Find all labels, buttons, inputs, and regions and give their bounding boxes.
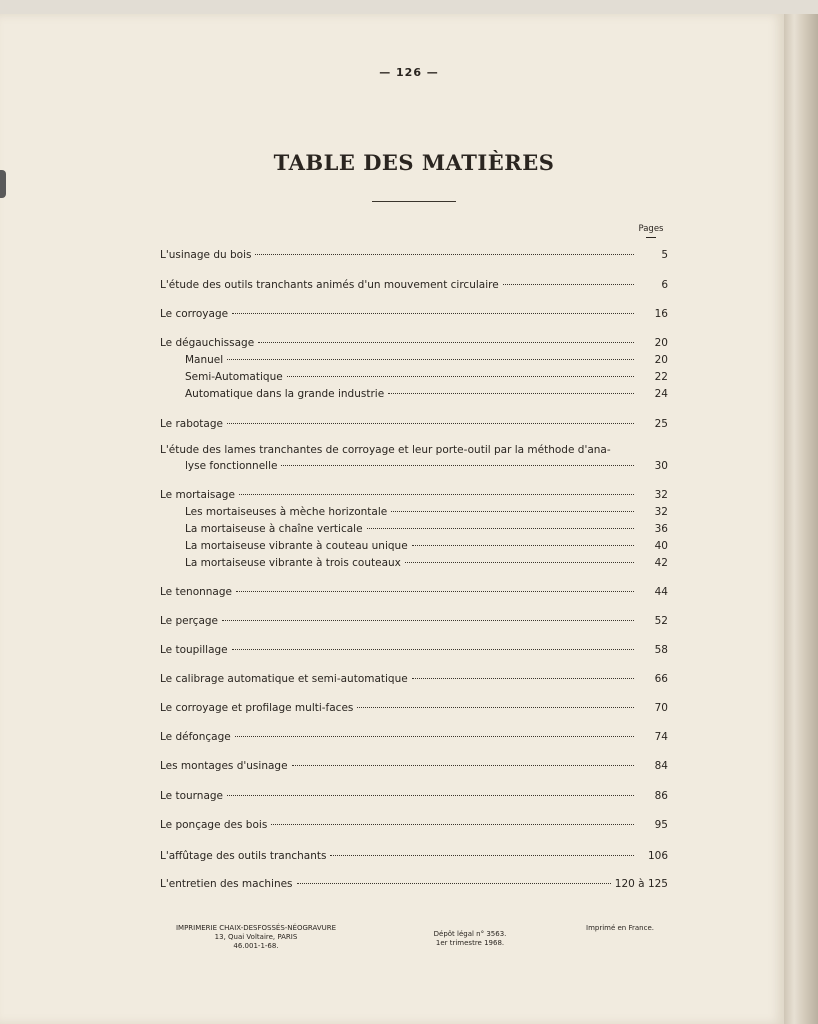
toc-entry-page: 66 (654, 673, 668, 685)
scan-top-band (0, 0, 818, 14)
toc-entry-label: Le mortaisage (160, 489, 235, 501)
leader-dots (281, 453, 634, 466)
toc-entry (160, 727, 668, 743)
legal-deposit-date: 1er trimestre 1968. (435, 939, 505, 947)
leader-dots (222, 608, 634, 621)
toc-entry-page: 84 (654, 760, 668, 772)
toc-entry (160, 815, 668, 831)
toc-entry-page: 86 (654, 790, 668, 802)
leader-dots (388, 381, 634, 394)
toc-entry-label: La mortaiseuse vibrante à trois couteaux (185, 557, 401, 569)
toc-entry (160, 245, 668, 261)
toc-entry-page: 44 (654, 586, 668, 598)
leader-dots (405, 550, 634, 563)
toc-entry-page: 20 (654, 337, 668, 349)
toc-entry-page: 16 (654, 308, 668, 320)
toc-entry-label: L'étude des outils tranchants animés d'un mouvement circulaire (160, 279, 499, 291)
toc-entry-label: La mortaiseuse à chaîne verticale (185, 523, 363, 535)
toc-entry-label: Le tournage (160, 790, 224, 802)
toc-entry-label: Manuel (185, 354, 224, 366)
page-number: — 126 — (379, 66, 439, 79)
toc-entry-page: 32 (654, 506, 668, 518)
leader-dots (227, 411, 634, 424)
toc-entry-label: Automatique dans la grande industrie (185, 388, 385, 400)
toc-entry-label: L'entretien des machines (160, 878, 293, 890)
toc-entry-page: 24 (654, 388, 668, 400)
printer-imprint (150, 924, 362, 951)
toc-entry-page: 40 (654, 540, 668, 552)
toc-entry (160, 640, 668, 656)
toc-entry (160, 756, 668, 772)
leader-dots (412, 533, 634, 546)
legal-deposit (400, 930, 540, 948)
toc-entry-label: L'usinage du bois (160, 249, 252, 261)
toc-entry-label: Semi-Automatique (185, 371, 283, 383)
toc-entry (160, 874, 668, 890)
leader-dots (297, 871, 611, 884)
toc-entry-page: 106 (647, 850, 668, 862)
toc-subentry (185, 553, 668, 569)
toc-entry-label: Le toupillage (160, 644, 228, 656)
printer-name: IMPRIMERIE CHAIX-DESFOSSÉS-NÉOGRAVURE (175, 924, 337, 932)
toc-entry (160, 669, 668, 685)
toc-entry-page: 58 (654, 644, 668, 656)
toc-entry-page: 5 (661, 249, 668, 261)
leader-dots (258, 330, 634, 343)
toc-entry-label: Le ponçage des bois (160, 819, 268, 831)
leader-dots (412, 666, 634, 679)
leader-dots (227, 347, 634, 360)
leader-dots (232, 637, 634, 650)
toc-entry-page: 22 (654, 371, 668, 383)
leader-dots (236, 579, 634, 592)
pages-header-label: Pages (638, 224, 664, 234)
toc-entry-page: 95 (654, 819, 668, 831)
toc-entry-label: Le corroyage et profilage multi-faces (160, 702, 354, 714)
toc-entry (160, 698, 668, 714)
leader-dots (232, 301, 634, 314)
toc-entry-page: 42 (654, 557, 668, 569)
toc-entry-label: Le calibrage automatique et semi-automatique (160, 673, 408, 685)
toc-entry-label: La mortaiseuse vibrante à couteau unique (185, 540, 408, 552)
printer-reference: 46.001-1-68. (233, 942, 279, 950)
toc-subentry (185, 384, 668, 400)
leader-dots (271, 812, 634, 825)
toc-entry-page: 36 (654, 523, 668, 535)
leader-dots (357, 695, 634, 708)
toc-entry-label: Le dégauchissage (160, 337, 255, 349)
toc-entry-page: 120 à 125 (614, 878, 668, 890)
legal-deposit-number: Dépôt légal n° 3563. (433, 930, 507, 938)
toc-entry-page: 30 (654, 460, 668, 472)
leader-dots (255, 242, 634, 255)
toc-entry-label: Les mortaiseuses à mèche horizontale (185, 506, 388, 518)
toc-entry-page: 52 (654, 615, 668, 627)
leader-dots (330, 843, 634, 856)
page-title: TABLE DES MATIÈRES (273, 150, 555, 175)
toc-entry (160, 275, 668, 291)
leader-dots (292, 753, 634, 766)
toc-entry-page: 74 (654, 731, 668, 743)
title-rule (372, 201, 456, 202)
toc-entry-page: 70 (654, 702, 668, 714)
pages-header-dash (646, 237, 656, 238)
leader-dots (239, 482, 634, 495)
printer-address: 13, Quai Voltaire, PARIS (214, 933, 298, 941)
toc-entry-label: L'affûtage des outils tranchants (160, 850, 327, 862)
leader-dots (367, 516, 634, 529)
toc-entry-page: 20 (654, 354, 668, 366)
toc-entry-label: Les montages d'usinage (160, 760, 288, 772)
printed-in: Imprimé en France. (586, 924, 654, 932)
toc-entry (160, 414, 668, 430)
toc-entry-label: Le rabotage (160, 418, 223, 430)
toc-entry (160, 846, 668, 862)
toc-entry (160, 304, 668, 320)
toc-entry-page: 25 (654, 418, 668, 430)
leader-dots (235, 724, 634, 737)
leader-dots (391, 499, 634, 512)
leader-dots (503, 272, 634, 285)
toc-entry-continued-line: L'étude des lames tranchantes de corroyage et leur porte-outil par la méthode d'ana- (160, 444, 611, 456)
toc-entry-label: Le corroyage (160, 308, 229, 320)
toc-entry (160, 611, 668, 627)
toc-entry-label: Le défonçage (160, 731, 231, 743)
leader-dots (287, 364, 634, 377)
toc-entry-label: lyse fonctionnelle (185, 460, 278, 472)
toc-entry (160, 786, 668, 802)
toc-entry-page: 6 (661, 279, 668, 291)
leader-dots (227, 783, 634, 796)
toc-entry (160, 582, 668, 598)
toc-subentry (185, 456, 668, 472)
toc-entry-page: 32 (654, 489, 668, 501)
toc-entry-label: Le perçage (160, 615, 219, 627)
toc-entry-label: Le tenonnage (160, 586, 232, 598)
pages-column-header (630, 224, 672, 238)
